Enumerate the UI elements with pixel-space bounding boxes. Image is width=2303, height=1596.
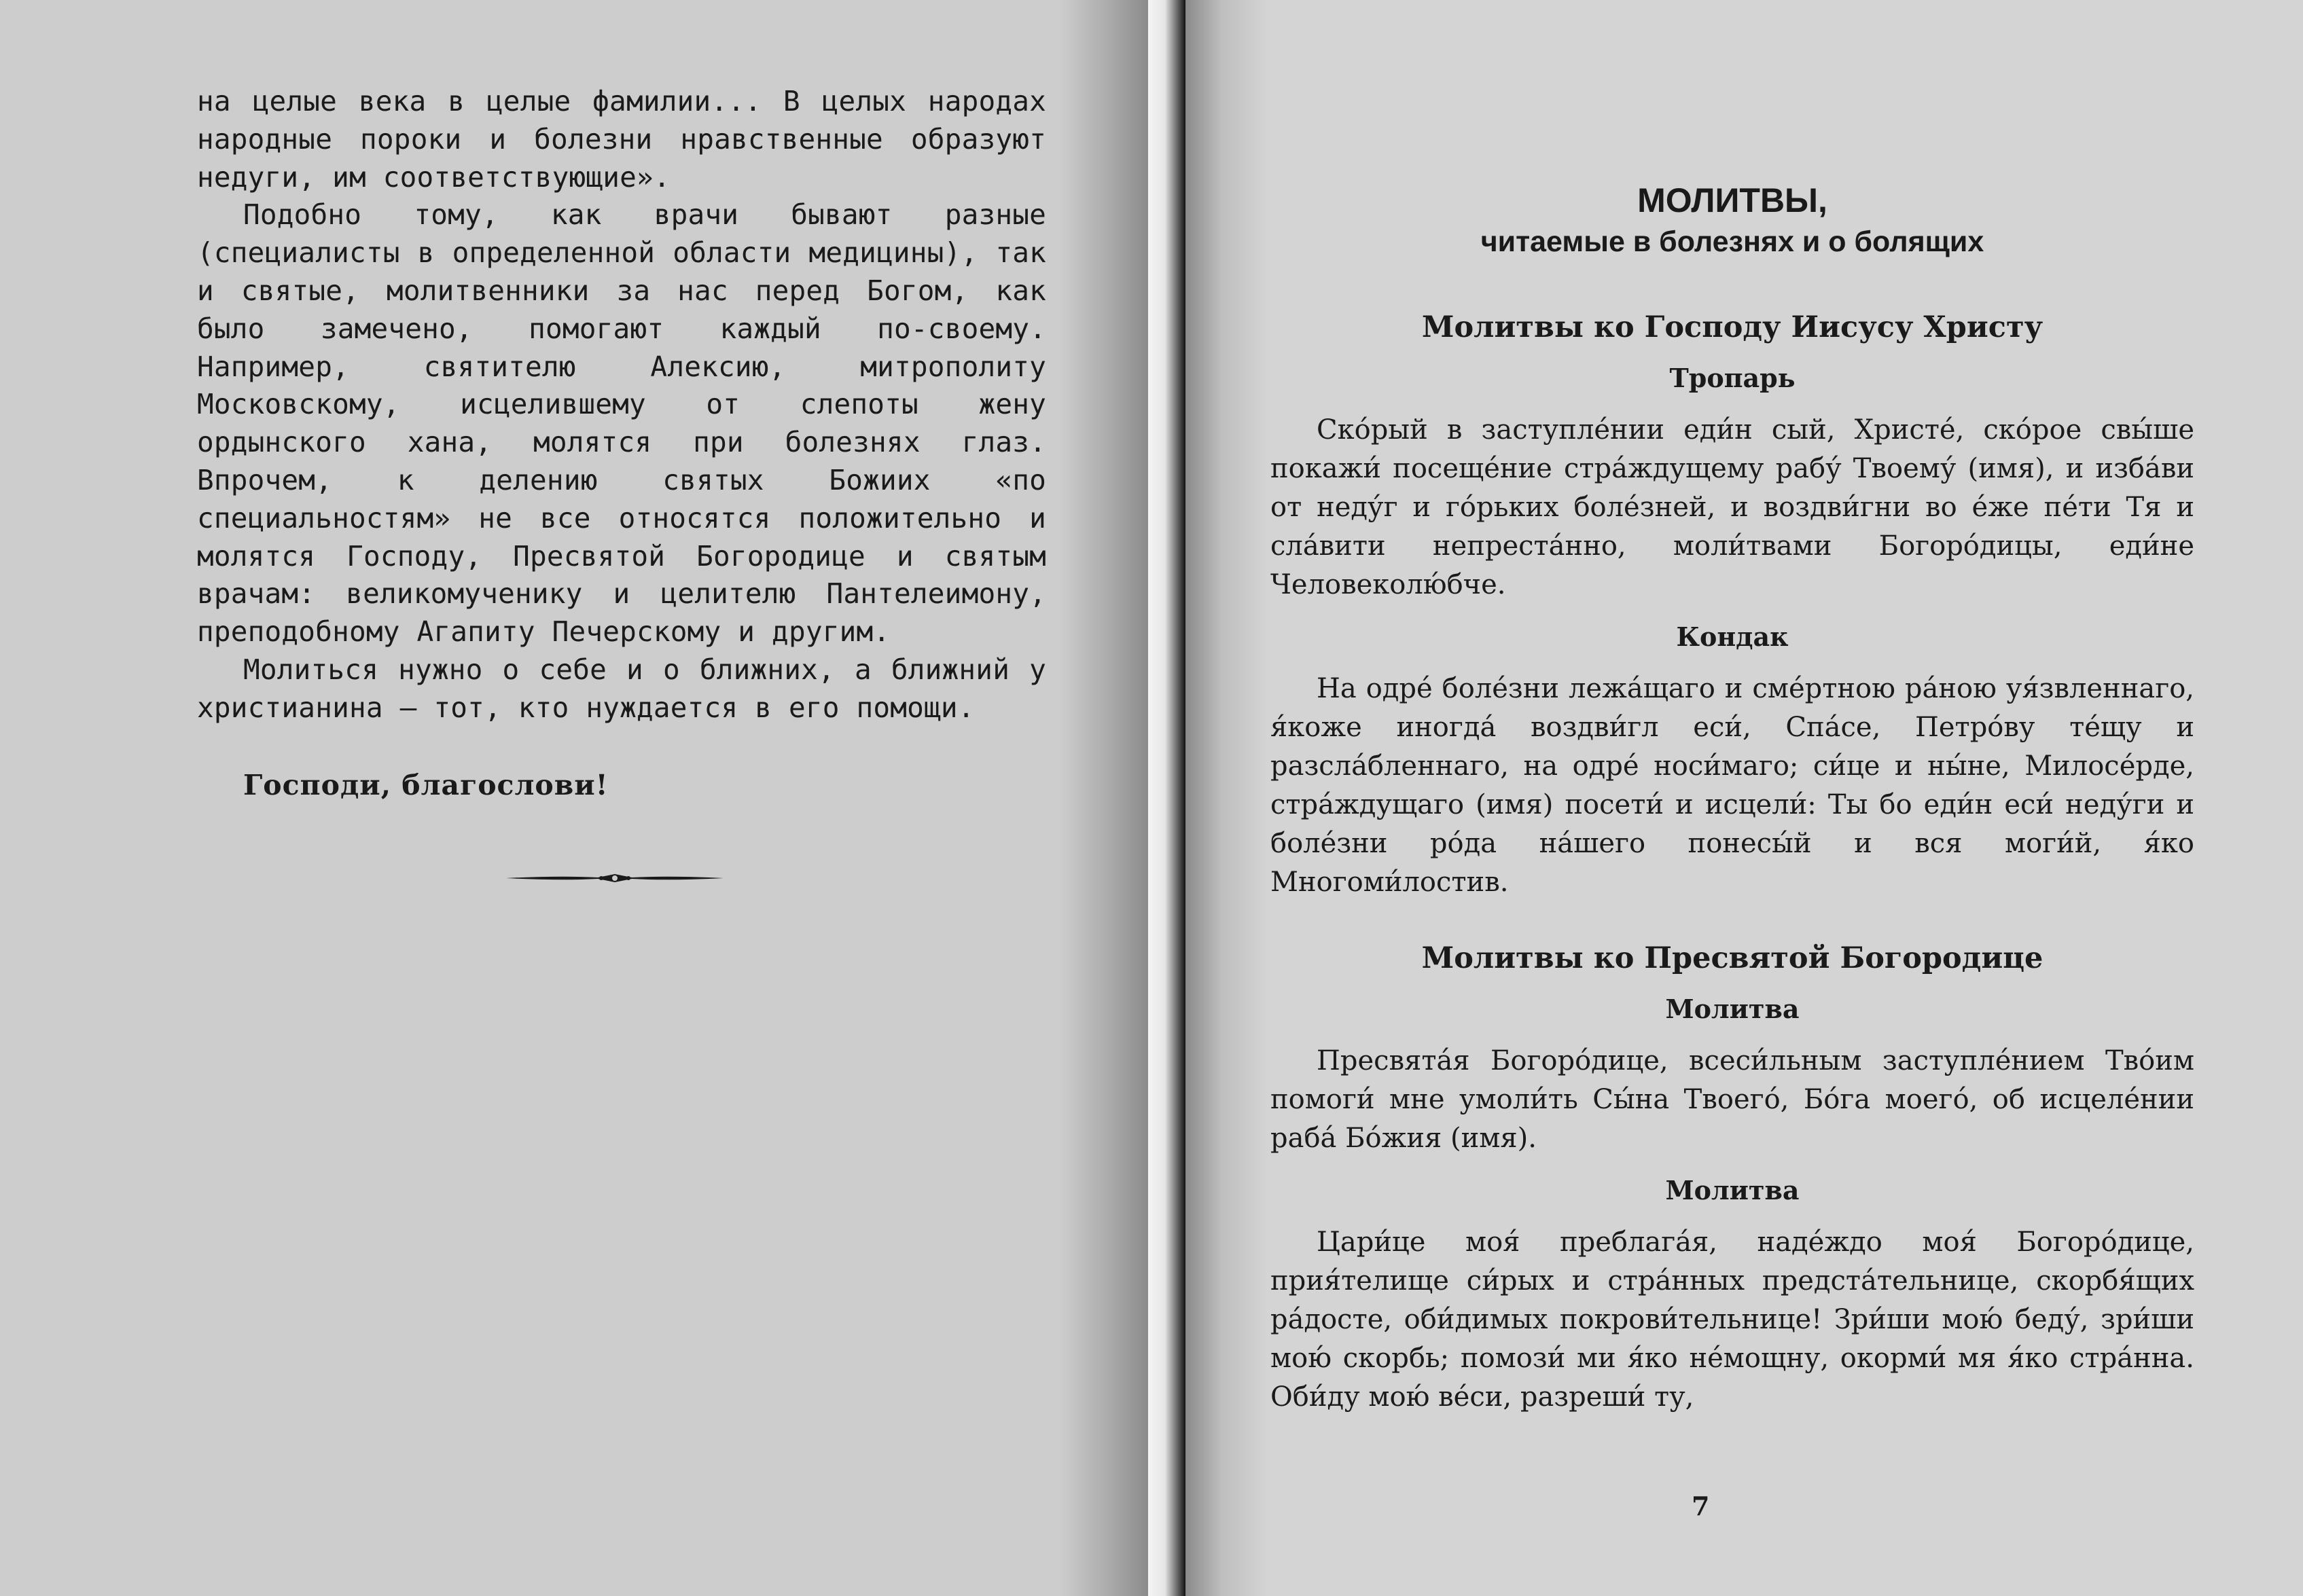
page-subtitle: читаемые в болезнях и о болящих <box>1480 225 1984 258</box>
prayer-label-kontakion: Кондак <box>1676 621 1789 652</box>
page-number: 7 <box>1692 1491 1710 1521</box>
page-title: МОЛИТВЫ, <box>1637 181 1827 219</box>
prayer-label-troparion: Тропарь <box>1669 363 1796 393</box>
signoff: Господи, благослови! <box>243 768 609 801</box>
prayer-text-1: Пресвята́я Богоро́дице, всеси́льным заступле́нием Тво́им помоги́ мне умоли́ть Сы́на Твоего́, Бо́га моего́, об исцеле́нии раба́ Бо́жия (имя). <box>1270 1045 2194 1154</box>
right-page-text <box>1270 180 2194 1417</box>
left-paragraph-2: Подобно тому, как врачи бывают разные (специалисты в определенной области медицины), так и святые, молитвенники за нас перед Богом, как было замечено, помогают каждый по-своему. Например, святителю Алексию, митрополиту Московскому, исцелившему от слепоты жену ордынского хана, молятся при болезнях глаз. Впрочем, к делению святых Божиих «по специальностям» не все относятся положительно и молятся Господу, Пресвятой Богородице и святым врачам: великомученику и целителю Пантелеимону, преподобному Агапиту Печерскому и другим. <box>197 198 1046 649</box>
book-spine <box>1148 0 1185 1596</box>
right-gutter-shadow <box>1185 0 1267 1596</box>
prayer-text-2: Цари́це моя́ преблага́я, наде́ждо моя́ Богоро́дице, прия́телище си́рых и стра́нных предста́тельнице, скорбя́щих ра́досте, оби́димых покрови́тельнице! Зри́ши мою́ беду́, зри́ши мою́ скорбь; помози́ ми я́ко не́мощну, окорми́ мя я́ко стра́нна. Оби́ду мою́ ве́си, разреши́ ту, <box>1270 1227 2194 1413</box>
prayer-text-kontakion: На одре́ боле́зни лежа́щаго и сме́ртною ра́ною уя́звленнаго, я́коже иногда́ воздви́гл еси́, Спа́се, Петро́ву те́щу и разсла́бленнаго, на одре́ носи́маго; си́це и ны́не, Милосе́рде, стра́ждущаго (имя) посети́ и исцели́: Ты бо еди́н еси́ неду́ги и боле́зни ро́да на́шего понесы́й и вся моги́й, я́ко Многоми́лостив. <box>1270 673 2194 898</box>
prayer-label-1: Молитва <box>1665 994 1800 1024</box>
right-page <box>1185 0 2303 1596</box>
prayer-text-troparion: Ско́рый в заступле́нии еди́н сый, Христе́, ско́рое свы́ше покажи́ посеще́ние стра́ждущему рабу́ Твоему́ (имя), и изба́ви от неду́г и го́рьких боле́зней, и воздви́гни во е́же пе́ти Тя и сла́вити непреста́нно, моли́твами Богоро́дицы, еди́не Человеколю́бче. <box>1270 414 2194 600</box>
left-gutter-shadow <box>1060 0 1155 1596</box>
left-page-text <box>197 83 1046 804</box>
ornament-divider <box>506 868 724 888</box>
left-paragraph-3: Молиться нужно о себе и о ближних, а ближний у христианина — тот, кто нуждается в его помощи. <box>197 653 1046 724</box>
left-paragraph-1: на целые века в целые фамилии... В целых народах народные пороки и болезни нравственные образуют недуги, им соответствующие». <box>197 85 1046 194</box>
section-heading-theotokos: Молитвы ко Пресвятой Богородице <box>1421 941 2043 975</box>
prayer-label-2: Молитва <box>1665 1175 1800 1205</box>
section-heading-christ: Молитвы ко Господу Иисусу Христу <box>1421 310 2043 344</box>
